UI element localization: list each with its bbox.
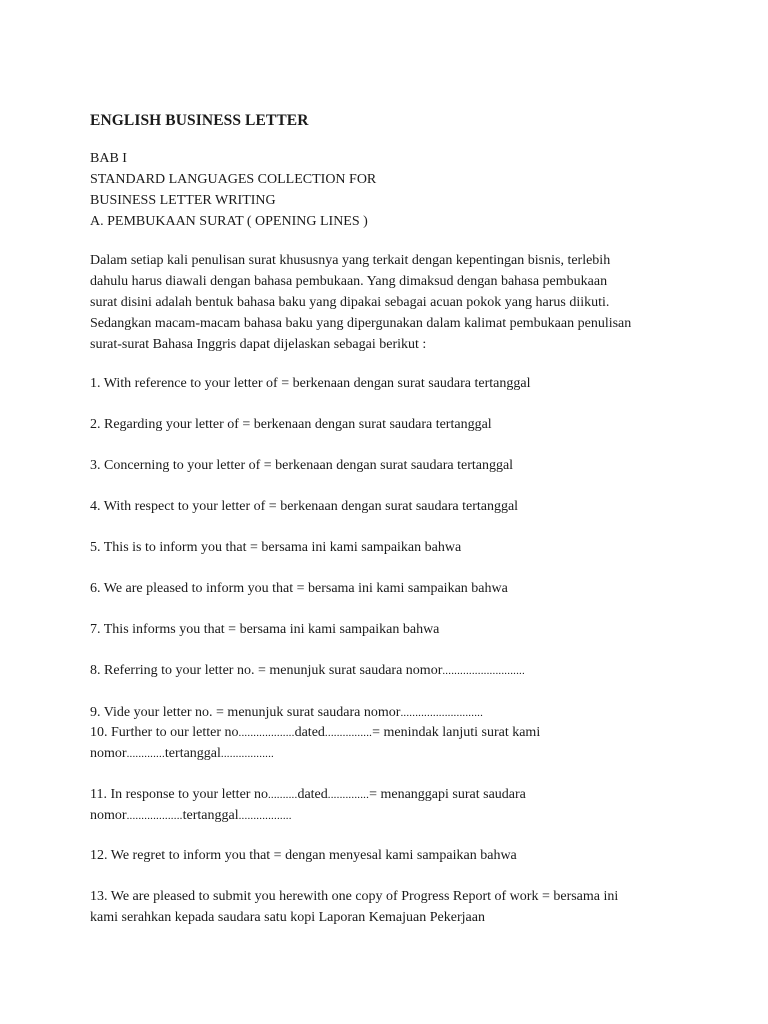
list-item-9-text: 9. Vide your letter no. = menunjuk surat saudara nomor xyxy=(90,705,401,720)
document-page xyxy=(90,0,710,1024)
intro-line-3: surat disini adalah bentuk bahasa baku yang dipakai sebagai acuan pokok yang harus diikuti. xyxy=(90,295,610,310)
list-item-6: 6. We are pleased to inform you that = bersama ini kami sampaikan bahwa xyxy=(90,581,508,596)
document-title: ENGLISH BUSINESS LETTER xyxy=(90,112,309,129)
list-item-11-c: = menanggapi surat saudara xyxy=(369,787,526,802)
section-heading: A. PEMBUKAAN SURAT ( OPENING LINES ) xyxy=(90,214,368,229)
list-item-10-d: nomor xyxy=(90,746,127,761)
list-item-1: 1. With reference to your letter of = berkenaan dengan surat saudara tertanggal xyxy=(90,376,531,391)
list-item-11-dots-2: .............. xyxy=(327,789,370,801)
list-item-10-b: dated xyxy=(294,725,325,740)
list-item-3: 3. Concerning to your letter of = berkenaan dengan surat saudara tertanggal xyxy=(90,458,514,473)
list-item-11-dots-3: ................... xyxy=(126,810,183,822)
list-item-11-line-1 xyxy=(90,785,526,805)
subtitle-line-2: BUSINESS LETTER WRITING xyxy=(90,193,276,208)
list-item-7: 7. This informs you that = bersama ini kami sampaikan bahwa xyxy=(90,622,440,637)
list-item-10-dots-1: ................... xyxy=(238,727,295,739)
chapter-label: BAB I xyxy=(90,151,127,166)
list-item-10-dots-3: ............. xyxy=(126,748,165,760)
list-item-11-b: dated xyxy=(297,787,328,802)
list-item-10-dots-2: ................ xyxy=(324,727,373,739)
list-item-10-dots-4: .................. xyxy=(220,748,275,760)
list-item-10-line-2 xyxy=(90,744,274,764)
intro-line-2: dahulu harus diawali dengan bahasa pembukaan. Yang dimaksud dengan bahasa pembukaan xyxy=(90,274,608,289)
list-item-2: 2. Regarding your letter of = berkenaan dengan surat saudara tertanggal xyxy=(90,417,492,432)
intro-line-1: Dalam setiap kali penulisan surat khususnya yang terkait dengan kepentingan bisnis, terlebih xyxy=(90,253,611,268)
intro-line-4: Sedangkan macam-macam bahasa baku yang dipergunakan dalam kalimat pembukaan penulisan xyxy=(90,316,632,331)
list-item-5: 5. This is to inform you that = bersama ini kami sampaikan bahwa xyxy=(90,540,462,555)
intro-paragraph xyxy=(90,250,690,355)
list-item-8-text: 8. Referring to your letter no. = menunjuk surat saudara nomor xyxy=(90,663,443,678)
list-item-11-dots-4: .................. xyxy=(238,810,292,822)
list-item-10-line-1 xyxy=(90,723,540,743)
intro-line-5: surat-surat Bahasa Inggris dapat dijelaskan sebagai berikut : xyxy=(90,337,427,352)
list-item-8 xyxy=(90,661,525,681)
list-item-13-line-1: 13. We are pleased to submit you herewith one copy of Progress Report of work = bersama ini xyxy=(90,889,619,904)
list-item-13-line-2: kami serahkan kepada saudara satu kopi Laporan Kemajuan Pekerjaan xyxy=(90,910,485,925)
list-item-8-dots: ............................ xyxy=(442,665,525,677)
list-item-11-d: nomor xyxy=(90,808,127,823)
list-item-10-a: 10. Further to our letter no xyxy=(90,725,239,740)
list-item-11-line-2 xyxy=(90,806,292,826)
list-item-11-e: tertanggal xyxy=(182,808,239,823)
list-item-9 xyxy=(90,703,483,723)
list-item-12: 12. We regret to inform you that = dengan menyesal kami sampaikan bahwa xyxy=(90,848,517,863)
list-item-10-e: tertanggal xyxy=(164,746,221,761)
list-item-11-a: 11. In response to your letter no xyxy=(90,787,268,802)
list-item-11-dots-1: .......... xyxy=(267,789,298,801)
list-item-4: 4. With respect to your letter of = berkenaan dengan surat saudara tertanggal xyxy=(90,499,519,514)
list-item-9-dots: ............................ xyxy=(400,707,484,719)
list-item-10-c: = menindak lanjuti surat kami xyxy=(372,725,541,740)
subtitle-line-1: STANDARD LANGUAGES COLLECTION FOR xyxy=(90,172,377,187)
chapter-heading xyxy=(90,148,376,232)
